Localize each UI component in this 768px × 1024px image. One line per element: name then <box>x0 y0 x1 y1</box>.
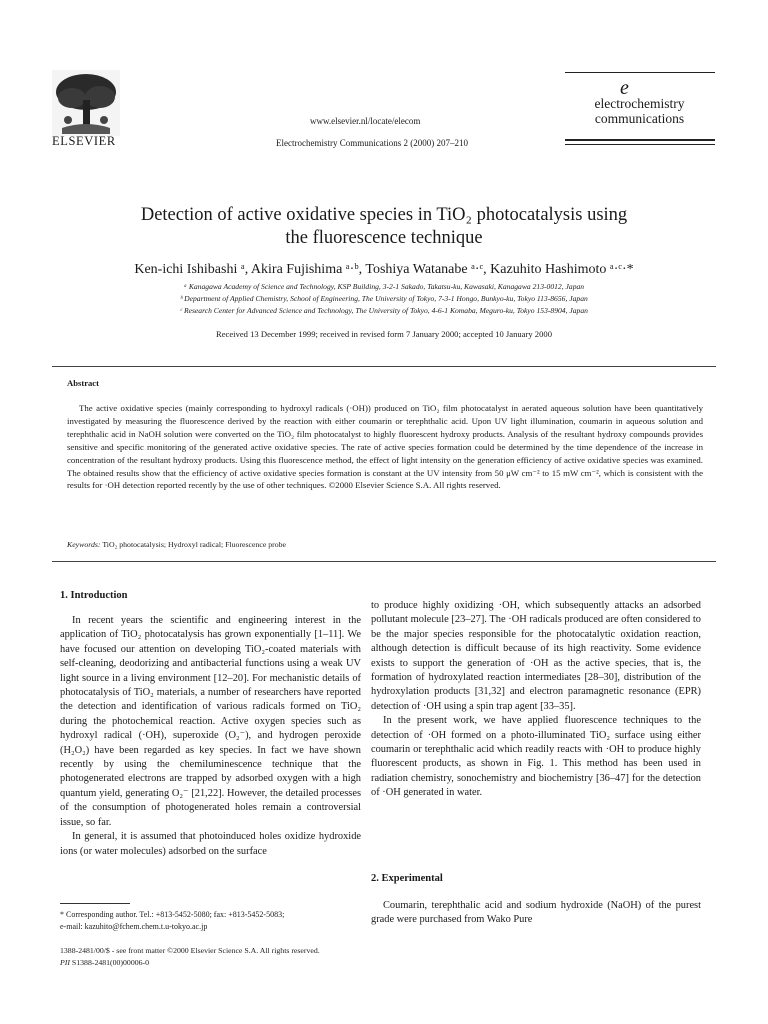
affiliation-b: ᵇ Department of Applied Chemistry, School of Engineering, The University of Tokyo, 7-3-1 Hongo, Bunkyo-ku, Tokyo 113-8656, Japan <box>180 293 588 303</box>
article-title-line2: the fluorescence technique <box>285 228 483 248</box>
journal-citation: Electrochemistry Communications 2 (2000) 207–210 <box>276 138 468 148</box>
masthead-rule-top <box>565 72 715 73</box>
affiliation-a: ᵃ Kanagawa Academy of Science and Technology, KSP Building, 3-2-1 Sakado, Takatsu-ku, Kawasaki, Kanagawa 213-0012, Japan <box>183 282 585 291</box>
journal-name-line1: electrochemistry <box>594 96 685 111</box>
section-heading-introduction: 1. Introduction <box>60 590 128 601</box>
section-heading-experimental: 2. Experimental <box>371 873 443 884</box>
footnote-contact: * Corresponding author. Tel.: +813-5452-5080; fax: +813-5452-5083; <box>60 910 285 919</box>
paragraph: In recent years the scientific and engineering interest in the application of TiO₂ photocatalysis has grown exponentially [1–11]. We have focused our attention on developing TiO₂-coated materials with self-cleaning, deodorizing and antibacterial functions using a weak UV light source in a living environment [12–20]. For mechanistic details of photocatalysis of TiO₂ materials, a number of researchers have reported the detection and identification of various radicals formed on TiO₂ during the photochemical reaction. Active oxygen species such as hydroxyl radical (·OH), superoxide (O₂⁻), and hydrogen peroxide (H₂O₂) have been regarded as key species. In fact we have shown recently by using the chemiluminescence technique that the photogenerated electrons are trapped by adsorbed oxygen with a high quantum yield, generating O₂⁻ [21,22]. However, the detailed processes of the consumption of photogenerated holes remain a controversial issue, so far. <box>60 615 361 828</box>
affiliations <box>60 281 708 316</box>
paragraph: In the present work, we have applied fluorescence techniques to the detection of ·OH formed on a photo-illuminated TiO₂ surface using either coumarin or terephthalic acid which readily reacts with ·OH to produce highly fluorescent products, as shown in Fig. 1. This method has been used in radiation chemistry, sonochemistry and biochemistry [36–47] for the detection of ·OH generated in water. <box>371 715 701 799</box>
corresponding-author-footnote <box>60 909 370 933</box>
experimental-column <box>371 899 701 928</box>
masthead-rule-bottom <box>565 139 715 141</box>
journal-name <box>562 96 717 126</box>
introduction-left-column <box>60 614 361 859</box>
pii-value: S1388-2481(00)00006-0 <box>71 958 150 967</box>
pii-line <box>60 957 560 969</box>
abstract-bottom-rule <box>52 561 716 562</box>
article-title-line1: Detection of active oxidative species in TiO₂ photocatalysis using <box>140 205 628 225</box>
page-footer <box>60 945 560 969</box>
journal-name-line2: communications <box>594 111 685 126</box>
abstract-text: The active oxidative species (mainly corresponding to hydroxyl radicals (·OH)) produced on TiO₂ film photocatalyst in aerated aqueous solution have been quantitatively investigated by measuring the fluorescence derived by the reaction with either coumarin or terephthalic acid. Upon UV light illumination, coumarin in aqueous solution and terephthalic acid in NaOH solution were converted on the TiO₂ film photocatalyst to highly fluorescent hydroxy products. Analysis of the resultant hydroxy compounds provides sensitive and specific monitoring of the generated active oxidative species. The rate of active species formation could be determined by the time dependence of the increase in concentration of the resultant hydroxy products. Using this fluorescence method, the effect of light intensity on the generation efficiency of active oxidative species was examined. The obtained results show that the efficiency of active oxidative species formation is constant at the UV intensity from 50 μW cm⁻² to 15 mW cm⁻², which is consistent with the results for ·OH detection reported recently by the use of other techniques. ©2000 Elsevier Science S.A. All rights reserved. <box>67 403 703 491</box>
article-title <box>60 204 708 250</box>
keywords <box>67 540 286 549</box>
abstract-heading: Abstract <box>67 378 99 388</box>
publisher-name: ELSEVIER <box>52 134 116 148</box>
journal-url[interactable]: www.elsevier.nl/locate/elecom <box>310 116 421 126</box>
journal-e-logo-icon: e <box>620 77 629 99</box>
author-list: Ken-ichi Ishibashi ᵃ, Akira Fujishima ᵃ·ᵇ, Toshiya Watanabe ᵃ·ᶜ, Kazuhito Hashimoto ᵃ·ᶜ·* <box>134 262 634 277</box>
introduction-right-column <box>371 599 701 801</box>
keywords-list: TiO₂ photocatalysis; Hydroxyl radical; Fluorescence probe <box>102 540 286 549</box>
elsevier-tree-logo-icon <box>52 70 120 136</box>
footnote-email: e-mail: kazuhito@fchem.chem.t.u-tokyo.ac.jp <box>60 922 208 931</box>
received-dates: Received 13 December 1999; received in revised form 7 January 2000; accepted 10 January 2000 <box>216 329 552 339</box>
paragraph: In general, it is assumed that photoinduced holes oxidize hydroxide ions (or water molecules) adsorbed on the surface <box>60 831 361 857</box>
affiliation-c: ᶜ Research Center for Advanced Science and Technology, The University of Tokyo, 4-6-1 Komaba, Meguro-ku, Tokyo 153-8904, Japan <box>180 305 588 315</box>
paragraph: to produce highly oxidizing ·OH, which subsequently attacks an adsorbed pollutant molecule [23–27]. The ·OH radicals produced are often considered to be the major species responsible for the photocatalytic oxidation reaction, although detection is difficult because of its high reactivity. Some evidence exists to support the generation of ·OH as the active species, that is, the formation of hydroxylated reaction intermediates [28–30], distribution of the hydroxylation products [31,32] and electron paramagnetic resonance (EPR) detection of ·OH using a spin trap agent [33–35]. <box>371 600 701 712</box>
masthead-rule-bottom-thin <box>565 144 715 145</box>
keywords-label: Keywords: <box>67 540 101 549</box>
paragraph: Coumarin, terephthalic acid and sodium hydroxide (NaOH) of the purest grade were purchased from Wako Pure <box>371 900 701 926</box>
abstract-top-rule <box>52 366 716 367</box>
issn-line: 1388-2481/00/$ - see front matter ©2000 Elsevier Science S.A. All rights reserved. <box>60 946 320 955</box>
footnote-rule <box>60 903 130 904</box>
pii-label: PII <box>60 958 70 967</box>
